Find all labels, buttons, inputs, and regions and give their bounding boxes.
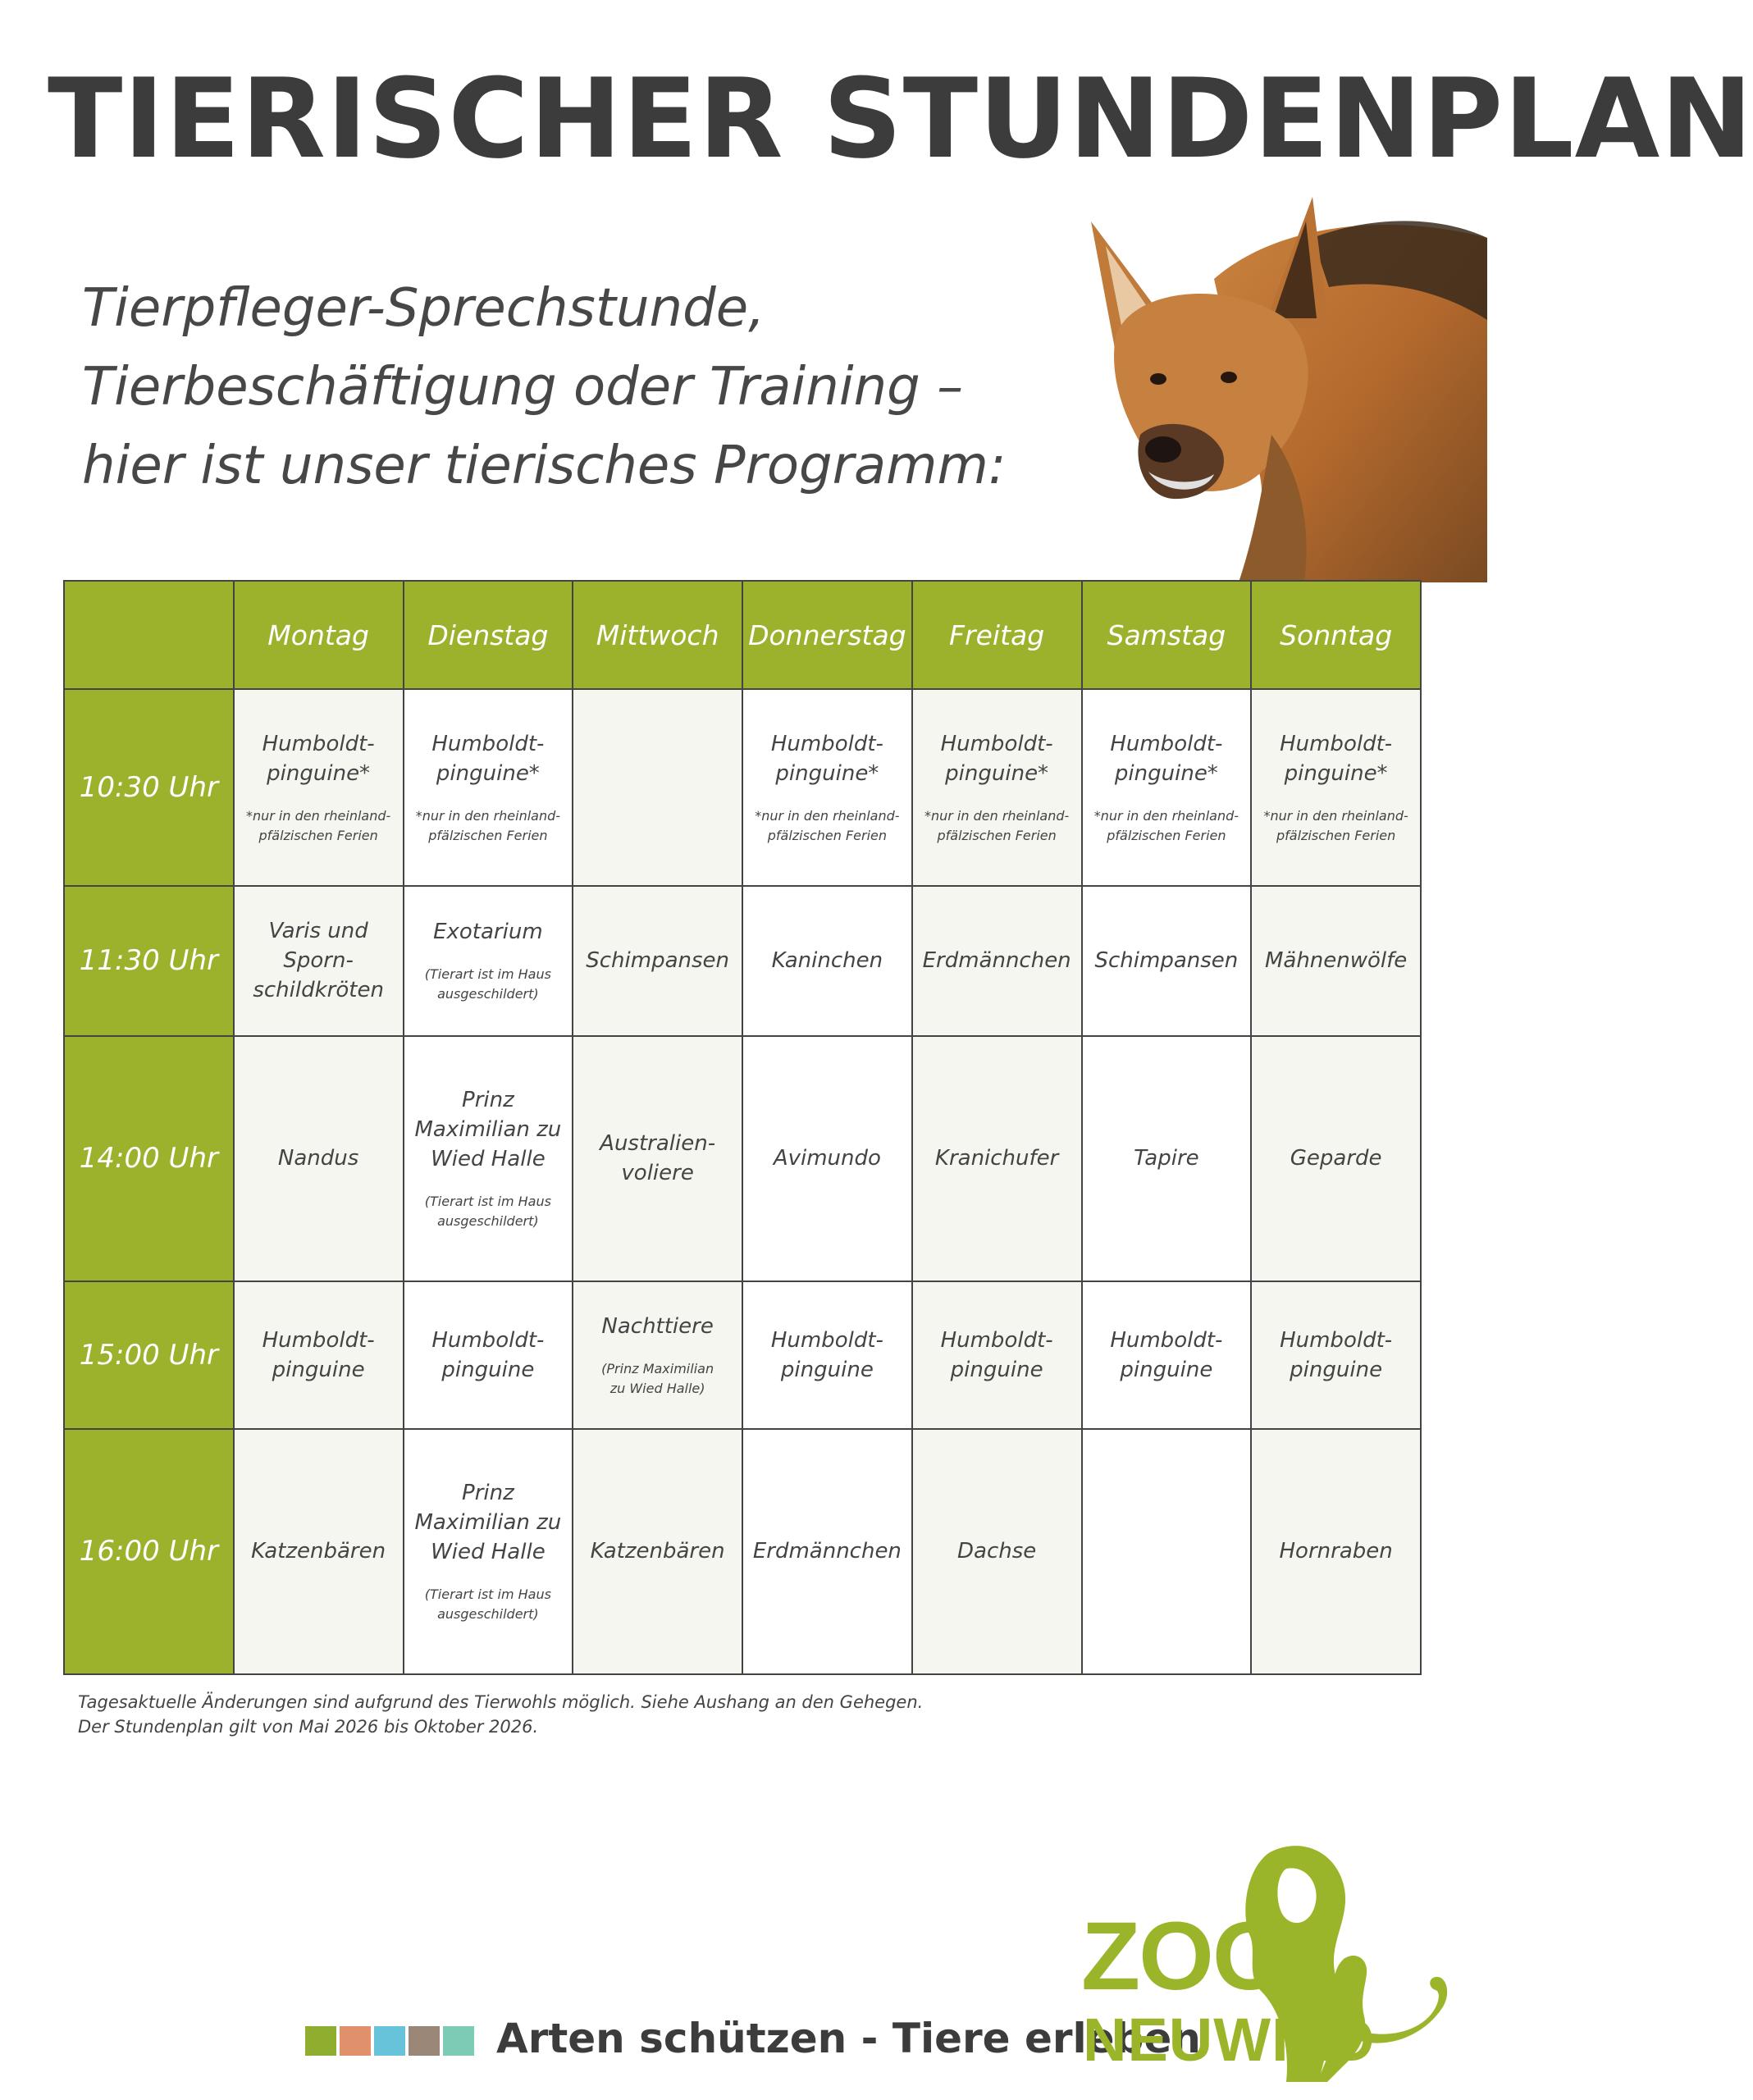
cell-note: (Tierart ist im Haus ausgeschildert)	[424, 1586, 551, 1623]
schedule-cell	[234, 1281, 404, 1429]
cell-animal: Humboldt- pinguine*	[770, 731, 883, 786]
cell-animal: Humboldt- pinguine*	[940, 731, 1053, 786]
cell-animal: Katzenbären	[590, 1539, 725, 1564]
cell-animal: Geparde	[1290, 1146, 1382, 1171]
cell-animal: Dachse	[956, 1539, 1037, 1564]
schedule-cell	[1251, 1281, 1421, 1429]
cell-animal: Humboldt- pinguine	[1280, 1327, 1393, 1382]
schedule-cell	[1082, 1036, 1252, 1281]
color-swatch	[305, 2026, 336, 2056]
schedule-cell	[1082, 886, 1252, 1036]
schedule-cell	[742, 886, 912, 1036]
cell-animal: Humboldt- pinguine*	[1110, 731, 1223, 786]
cell-animal: Exotarium	[433, 920, 543, 945]
schedule-row	[64, 689, 1421, 886]
schedule-cell	[1082, 689, 1252, 886]
cell-animal: Humboldt- pinguine*	[262, 731, 375, 786]
schedule-cell	[404, 1429, 573, 1674]
schedule-cell	[573, 1036, 742, 1281]
cell-animal: Schimpansen	[586, 948, 729, 974]
schedule-cell	[573, 689, 742, 886]
cell-animal: Mähnenwölfe	[1264, 948, 1408, 974]
schedule-cell	[742, 1429, 912, 1674]
schedule-cell	[573, 1429, 742, 1674]
cell-note: (Tierart ist im Haus ausgeschildert)	[424, 966, 551, 1002]
day-header: Dienstag	[404, 581, 573, 689]
zoo-logo	[1081, 1836, 1459, 2082]
subtitle	[82, 269, 1050, 505]
day-header: Samstag	[1082, 581, 1252, 689]
schedule-cell	[1082, 1281, 1252, 1429]
day-header: Sonntag	[1251, 581, 1421, 689]
color-swatch	[409, 2026, 440, 2056]
cell-animal: Humboldt- pinguine*	[431, 731, 545, 786]
cell-animal: Prinz Maximilian zu Wied Halle	[414, 1481, 562, 1565]
schedule-cell	[912, 1036, 1082, 1281]
schedule-cell	[404, 689, 573, 886]
page-title: TIERISCHER STUNDENPLAN	[48, 55, 1753, 183]
logo-text-city: NEUWIED	[1083, 2006, 1376, 2074]
cell-animal: Humboldt- pinguine	[770, 1327, 883, 1382]
schedule-cell	[1251, 886, 1421, 1036]
footnote	[78, 1690, 923, 1739]
footnote-line: Der Stundenplan gilt von Mai 2026 bis Oktober 2026.	[78, 1717, 539, 1737]
cell-note: *nur in den rheinland- pfälzischen Ferien	[1093, 807, 1239, 843]
schedule-cell	[1251, 1429, 1421, 1674]
cell-animal: Kaninchen	[771, 948, 883, 974]
schedule-cell	[404, 1036, 573, 1281]
cell-animal: Nachttiere	[601, 1313, 714, 1339]
schedule-row	[64, 1429, 1421, 1674]
cell-note: *nur in den rheinland- pfälzischen Ferien	[1263, 807, 1408, 843]
subtitle-line: Tierbeschäftigung oder Training –	[82, 357, 964, 418]
slogan: Arten schützen - Tiere erleben	[496, 2015, 1201, 2062]
day-header: Donnerstag	[742, 581, 912, 689]
schedule-cell	[912, 1429, 1082, 1674]
schedule-cell	[404, 886, 573, 1036]
cell-animal: Humboldt- pinguine	[262, 1327, 375, 1382]
schedule-cell	[1251, 689, 1421, 886]
cell-animal: Erdmännchen	[752, 1539, 902, 1564]
header-corner	[64, 581, 234, 689]
color-swatches	[305, 2026, 474, 2056]
cell-animal: Schimpansen	[1094, 948, 1239, 974]
schedule-row	[64, 886, 1421, 1036]
schedule-cell	[573, 1281, 742, 1429]
cell-note: *nur in den rheinland- pfälzischen Ferien	[245, 807, 391, 843]
subtitle-line: Tierpfleger-Sprechstunde,	[82, 278, 765, 339]
color-swatch	[340, 2026, 371, 2056]
schedule-cell	[742, 689, 912, 886]
cell-animal: Humboldt- pinguine	[431, 1327, 545, 1382]
schedule-cell	[912, 689, 1082, 886]
schedule-cell	[912, 1281, 1082, 1429]
schedule-cell	[234, 689, 404, 886]
schedule-cell	[404, 1281, 573, 1429]
cell-animal: Varis und Sporn- schildkröten	[253, 919, 384, 1003]
cell-animal: Nandus	[277, 1146, 359, 1171]
cell-animal: Humboldt- pinguine	[940, 1327, 1053, 1382]
cell-animal: Hornraben	[1279, 1539, 1393, 1564]
time-slot: 10:30 Uhr	[64, 689, 234, 886]
schedule-cell	[742, 1036, 912, 1281]
color-swatch	[443, 2026, 474, 2056]
cell-note: (Tierart ist im Haus ausgeschildert)	[424, 1194, 551, 1230]
schedule-cell	[742, 1281, 912, 1429]
schedule-row	[64, 1281, 1421, 1429]
schedule-cell	[573, 886, 742, 1036]
time-slot: 16:00 Uhr	[64, 1429, 234, 1674]
subtitle-line: hier ist unser tierisches Programm:	[82, 436, 1007, 496]
time-slot: 15:00 Uhr	[64, 1281, 234, 1429]
schedule-cell	[234, 1036, 404, 1281]
day-header: Mittwoch	[573, 581, 742, 689]
cell-animal: Erdmännchen	[922, 948, 1071, 974]
cell-note: *nur in den rheinland- pfälzischen Ferien	[924, 807, 1070, 843]
schedule-cell	[1251, 1036, 1421, 1281]
schedule-cell	[1082, 1429, 1252, 1674]
schedule-row	[64, 1036, 1421, 1281]
day-header: Montag	[234, 581, 404, 689]
time-slot: 14:00 Uhr	[64, 1036, 234, 1281]
day-header: Freitag	[912, 581, 1082, 689]
schedule-cell	[912, 886, 1082, 1036]
cell-note: (Prinz Maximilian zu Wied Halle)	[601, 1360, 714, 1396]
schedule-header-row	[64, 581, 1421, 689]
cell-animal: Australien- voliere	[600, 1131, 716, 1186]
schedule-table	[63, 580, 1422, 1675]
cell-animal: Katzenbären	[251, 1539, 386, 1564]
schedule-cell	[234, 886, 404, 1036]
cell-note: *nur in den rheinland- pfälzischen Ferien	[415, 807, 561, 843]
cell-animal: Kranichufer	[934, 1146, 1059, 1171]
color-swatch	[374, 2026, 405, 2056]
footnote-line: Tagesaktuelle Änderungen sind aufgrund des Tierwohls möglich. Siehe Aushang an den Gehegen.	[78, 1692, 924, 1712]
cell-animal: Humboldt- pinguine	[1110, 1327, 1223, 1382]
cell-animal: Prinz Maximilian zu Wied Halle	[414, 1088, 562, 1172]
cell-animal: Humboldt- pinguine*	[1280, 731, 1393, 786]
time-slot: 11:30 Uhr	[64, 886, 234, 1036]
logo-text-zoo: ZOO	[1081, 1902, 1286, 2011]
maned-wolf-photo	[1066, 189, 1487, 582]
cell-animal: Avimundo	[773, 1146, 881, 1171]
schedule-cell	[234, 1429, 404, 1674]
cell-note: *nur in den rheinland- pfälzischen Ferien	[755, 807, 900, 843]
cell-animal: Tapire	[1134, 1146, 1199, 1171]
